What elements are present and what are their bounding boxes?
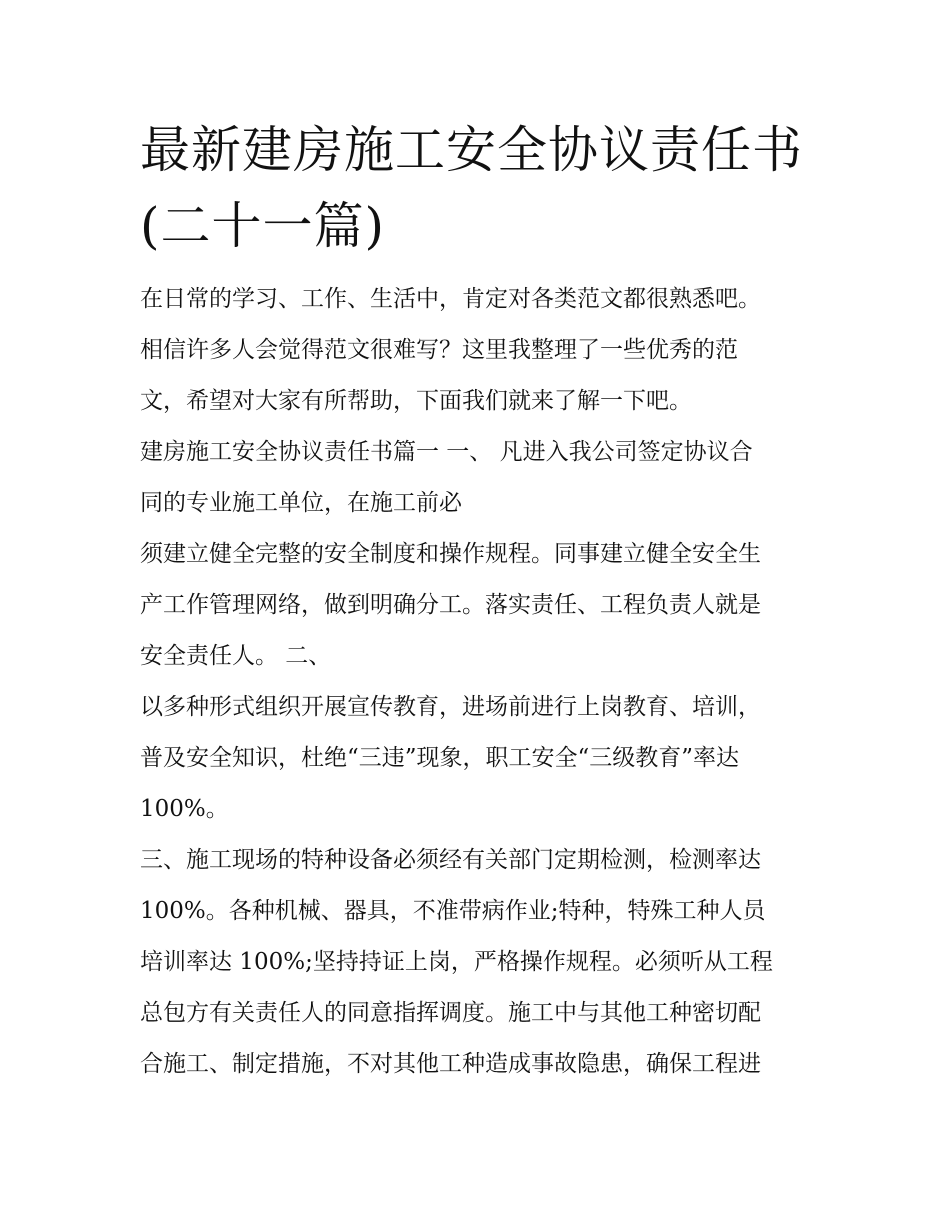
text-line: 100%。 bbox=[140, 796, 229, 822]
text-line: 文，希望对大家有所帮助，下面我们就来了解一下吧。 bbox=[140, 388, 692, 414]
text-line: 100%。各种机械、器具，不准带病作业;特种，特殊工种人员 bbox=[140, 898, 766, 924]
text-line: 三、施工现场的特种设备必须经有关部门定期检测，检测率达 bbox=[140, 847, 761, 873]
document-body bbox=[140, 274, 830, 1090]
title-line: (二十一篇) bbox=[140, 197, 386, 255]
text-line: 普及安全知识，杜绝“三违”现象，职工安全“三级教育”率达 bbox=[140, 745, 740, 771]
text-line: 在日常的学习、工作、生活中，肯定对各类范文都很熟悉吧。 bbox=[140, 286, 761, 312]
text-line: 安全责任人。 二、 bbox=[140, 643, 332, 669]
text-line: 总包方有关责任人的同意指挥调度。施工中与其他工种密切配 bbox=[140, 1000, 761, 1026]
paragraph-section-1-cont bbox=[140, 529, 830, 682]
document-title bbox=[140, 112, 840, 264]
text-line: 培训率达 100%;坚持持证上岗，严格操作规程。必须听从工程 bbox=[140, 949, 773, 975]
text-line: 建房施工安全协议责任书篇一 一、 凡进入我公司签定协议合 bbox=[140, 439, 753, 465]
text-line: 相信许多人会觉得范文很难写？这里我整理了一些优秀的范 bbox=[140, 337, 738, 363]
title-line: 最新建房施工安全协议责任书 bbox=[140, 121, 803, 179]
paragraph-section-1 bbox=[140, 427, 830, 529]
text-line: 同的专业施工单位，在施工前必 bbox=[140, 490, 462, 516]
text-line: 合施工、制定措施，不对其他工种造成事故隐患，确保工程进 bbox=[140, 1051, 761, 1077]
text-line: 以多种形式组织开展宣传教育，进场前进行上岗教育、培训， bbox=[140, 694, 761, 720]
paragraph-section-3 bbox=[140, 835, 830, 1090]
paragraph-section-2 bbox=[140, 682, 830, 835]
text-line: 产工作管理网络，做到明确分工。落实责任、工程负责人就是 bbox=[140, 592, 761, 618]
text-line: 须建立健全完整的安全制度和操作规程。同事建立健全安全生 bbox=[140, 541, 761, 567]
paragraph-intro bbox=[140, 274, 830, 427]
